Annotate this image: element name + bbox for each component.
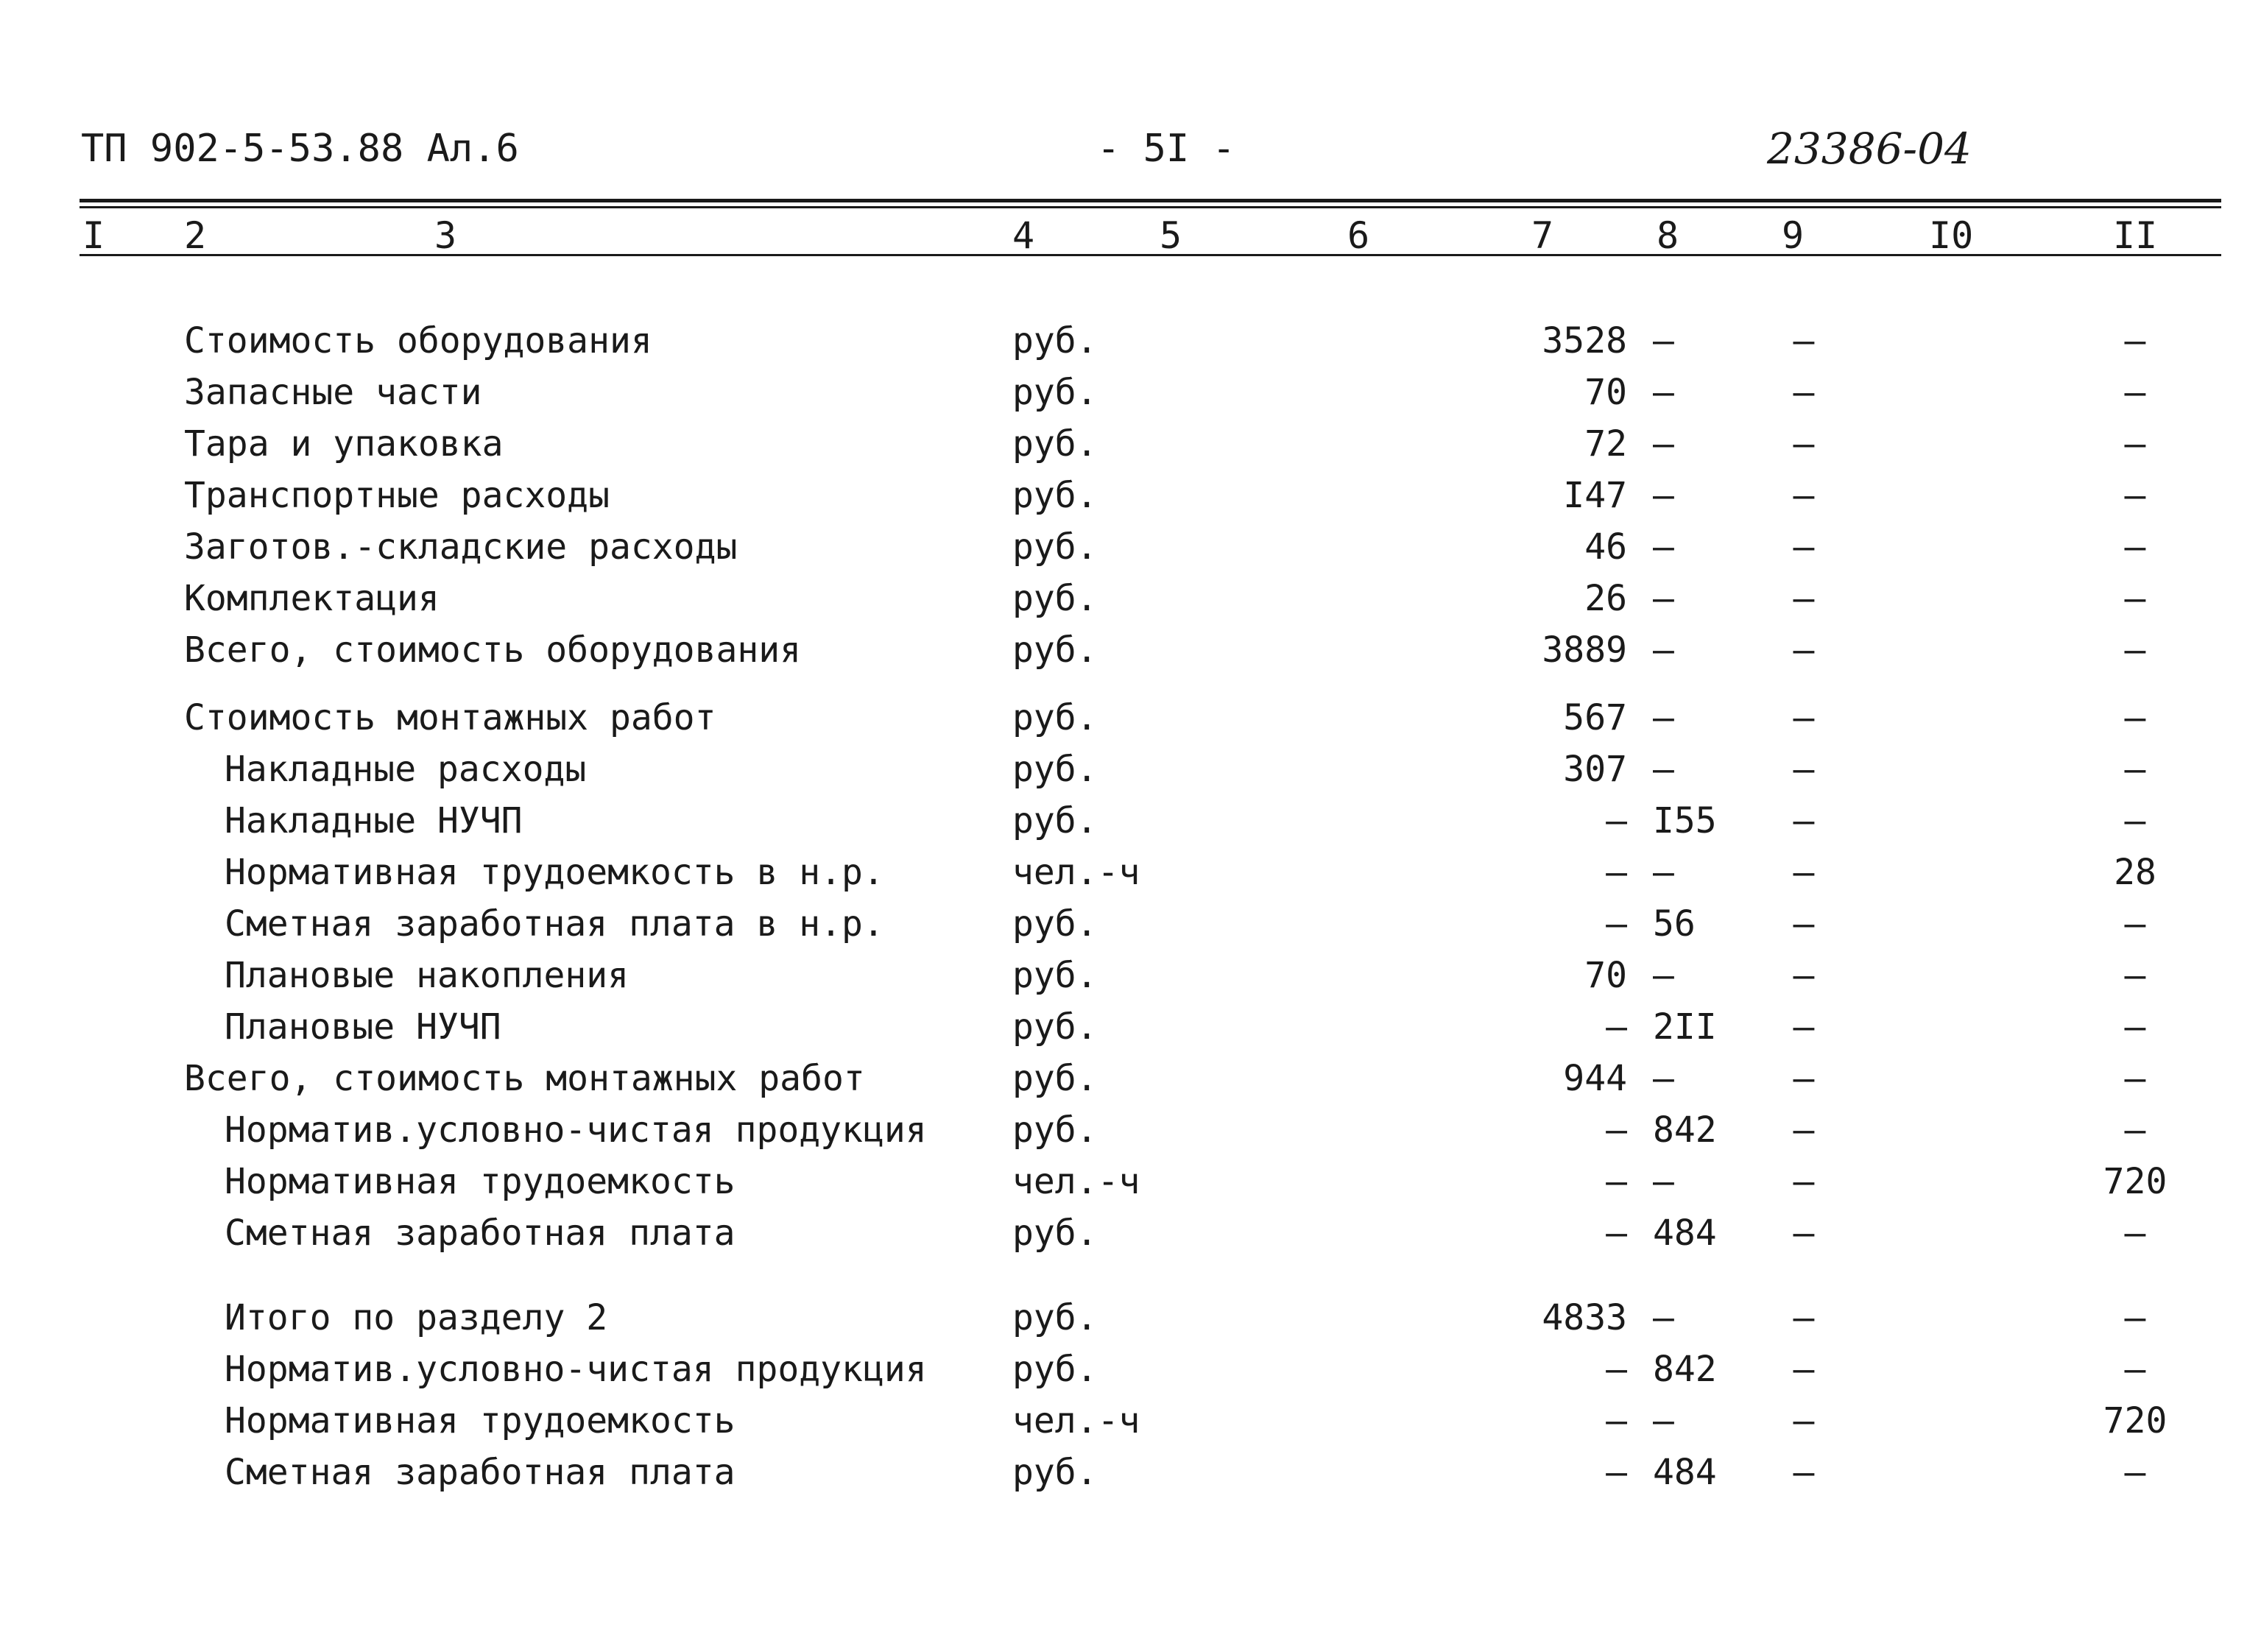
cell-col-8: –	[1653, 1058, 1674, 1099]
table-row	[0, 950, 2261, 1001]
cell-col-9: –	[1793, 578, 1815, 619]
cell-col-8: 2II	[1653, 1006, 1717, 1048]
column-number-5: 5	[1160, 214, 1182, 257]
row-unit: руб.	[1012, 1109, 1098, 1151]
cell-col-7: –	[1606, 852, 1627, 893]
cell-col-9: –	[1793, 1452, 1815, 1493]
row-unit: руб.	[1012, 320, 1098, 361]
cell-col-11: –	[2124, 697, 2146, 738]
table-row	[0, 692, 2261, 744]
cell-col-11: –	[2124, 372, 2146, 413]
cell-col-11: –	[2124, 475, 2146, 516]
cell-col-9: –	[1793, 1109, 1815, 1151]
table-row	[0, 1344, 2261, 1395]
cell-col-11: –	[2124, 629, 2146, 671]
cell-col-11: –	[2124, 578, 2146, 619]
cell-col-11: 720	[2103, 1400, 2167, 1441]
cell-col-8: 56	[1653, 903, 1696, 945]
row-unit: чел.-ч	[1012, 852, 1140, 893]
cell-col-7: 46	[1584, 526, 1627, 568]
cell-col-11: –	[2124, 1058, 2146, 1099]
table-row	[0, 744, 2261, 795]
cell-col-11: –	[2124, 955, 2146, 996]
cell-col-8: –	[1653, 852, 1674, 893]
cell-col-11: –	[2124, 800, 2146, 841]
table-row	[0, 470, 2261, 521]
row-unit: руб.	[1012, 1006, 1098, 1048]
row-name: Стоимость монтажных работ	[184, 697, 716, 738]
cell-col-7: 72	[1584, 423, 1627, 465]
row-name: Норматив.условно-чистая продукция	[225, 1349, 927, 1390]
cell-col-7: –	[1606, 1006, 1627, 1048]
cell-col-7: –	[1606, 800, 1627, 841]
table-row	[0, 1395, 2261, 1447]
cell-col-7: 3889	[1542, 629, 1627, 671]
cell-col-11: –	[2124, 1006, 2146, 1048]
table-row	[0, 1156, 2261, 1207]
cell-col-8: –	[1653, 749, 1674, 790]
cell-col-9: –	[1793, 372, 1815, 413]
table-row	[0, 847, 2261, 898]
column-number-6: 6	[1347, 214, 1370, 257]
table-row	[0, 1292, 2261, 1344]
row-unit: руб.	[1012, 1058, 1098, 1099]
row-unit: руб.	[1012, 578, 1098, 619]
cell-col-8: –	[1653, 578, 1674, 619]
cell-col-9: –	[1793, 903, 1815, 945]
cell-col-7: I47	[1563, 475, 1627, 516]
cell-col-11: –	[2124, 749, 2146, 790]
table-row	[0, 1053, 2261, 1104]
cell-col-11: –	[2124, 1109, 2146, 1151]
column-number-10: I0	[1929, 214, 1974, 257]
row-unit: руб.	[1012, 372, 1098, 413]
row-unit: руб.	[1012, 1349, 1098, 1390]
document-code: ТП 902-5-53.88 Ал.6	[81, 127, 519, 171]
cell-col-11: –	[2124, 1297, 2146, 1338]
cell-col-9: –	[1793, 1161, 1815, 1202]
column-number-4: 4	[1012, 214, 1035, 257]
cell-col-9: –	[1793, 1349, 1815, 1390]
column-number-1: I	[82, 214, 105, 257]
row-name: Норматив.условно-чистая продукция	[225, 1109, 927, 1151]
column-number-9: 9	[1782, 214, 1805, 257]
cell-col-8: 484	[1653, 1212, 1717, 1254]
cell-col-9: –	[1793, 1297, 1815, 1338]
cell-col-7: 944	[1563, 1058, 1627, 1099]
cell-col-9: –	[1793, 800, 1815, 841]
column-number-11: II	[2113, 214, 2158, 257]
row-name: Запасные части	[184, 372, 482, 413]
cell-col-8: –	[1653, 1161, 1674, 1202]
table-row	[0, 573, 2261, 624]
cell-col-7: –	[1606, 1109, 1627, 1151]
cell-col-8: –	[1653, 320, 1674, 361]
cell-col-11: –	[2124, 903, 2146, 945]
table-row	[0, 367, 2261, 418]
cell-col-8: –	[1653, 526, 1674, 568]
cell-col-7: –	[1606, 1349, 1627, 1390]
row-name: Заготов.-складские расходы	[184, 526, 738, 568]
cell-col-11: –	[2124, 320, 2146, 361]
column-number-2: 2	[184, 214, 207, 257]
table-row	[0, 624, 2261, 676]
table-row	[0, 418, 2261, 470]
cell-col-7: –	[1606, 1212, 1627, 1254]
row-unit: руб.	[1012, 629, 1098, 671]
row-name: Сметная заработная плата в н.р.	[225, 903, 884, 945]
cell-col-8: 842	[1653, 1109, 1717, 1151]
cell-col-8: –	[1653, 697, 1674, 738]
row-unit: руб.	[1012, 423, 1098, 465]
cell-col-7: 70	[1584, 955, 1627, 996]
row-unit: чел.-ч	[1012, 1400, 1140, 1441]
table-row	[0, 521, 2261, 573]
row-unit: руб.	[1012, 955, 1098, 996]
row-name: Накладные расходы	[225, 749, 587, 790]
cell-col-9: –	[1793, 1006, 1815, 1048]
cell-col-7: 3528	[1542, 320, 1627, 361]
row-unit: руб.	[1012, 1212, 1098, 1254]
row-unit: чел.-ч	[1012, 1161, 1140, 1202]
cell-col-11: 28	[2114, 852, 2156, 893]
row-unit: руб.	[1012, 475, 1098, 516]
cell-col-8: –	[1653, 629, 1674, 671]
cell-col-9: –	[1793, 852, 1815, 893]
cell-col-11: –	[2124, 1452, 2146, 1493]
row-name: Сметная заработная плата	[225, 1212, 736, 1254]
row-unit: руб.	[1012, 1297, 1098, 1338]
column-number-7: 7	[1531, 214, 1554, 257]
cell-col-8: –	[1653, 1297, 1674, 1338]
page-number: - 5I -	[1097, 127, 1235, 171]
row-unit: руб.	[1012, 697, 1098, 738]
row-name: Итого по разделу 2	[225, 1297, 608, 1338]
table-row	[0, 1001, 2261, 1053]
cell-col-9: –	[1793, 423, 1815, 465]
row-name: Тара и упаковка	[184, 423, 504, 465]
cell-col-8: 484	[1653, 1452, 1717, 1493]
cell-col-9: –	[1793, 320, 1815, 361]
row-name: Транспортные расходы	[184, 475, 610, 516]
table-row	[0, 1207, 2261, 1259]
table-row	[0, 898, 2261, 950]
row-name: Комплектация	[184, 578, 440, 619]
row-name: Стоимость оборудования	[184, 320, 652, 361]
table-row	[0, 1447, 2261, 1498]
row-unit: руб.	[1012, 749, 1098, 790]
row-name: Плановые НУЧП	[225, 1006, 501, 1048]
cell-col-9: –	[1793, 749, 1815, 790]
row-name: Плановые накопления	[225, 955, 629, 996]
cell-col-7: 4833	[1542, 1297, 1627, 1338]
column-number-8: 8	[1657, 214, 1679, 257]
row-name: Сметная заработная плата	[225, 1452, 736, 1493]
cell-col-7: –	[1606, 1452, 1627, 1493]
cell-col-9: –	[1793, 1400, 1815, 1441]
cell-col-7: 70	[1584, 372, 1627, 413]
cell-col-9: –	[1793, 697, 1815, 738]
cell-col-7: –	[1606, 903, 1627, 945]
row-unit: руб.	[1012, 1452, 1098, 1493]
cell-col-9: –	[1793, 1058, 1815, 1099]
cell-col-8: 842	[1653, 1349, 1717, 1390]
row-name: Накладные НУЧП	[225, 800, 523, 841]
table-row	[0, 795, 2261, 847]
cell-col-7: 567	[1563, 697, 1627, 738]
row-name: Нормативная трудоемкость	[225, 1161, 736, 1202]
cell-col-8: –	[1653, 955, 1674, 996]
cell-col-8: –	[1653, 1400, 1674, 1441]
table-row	[0, 315, 2261, 367]
cell-col-11: –	[2124, 1212, 2146, 1254]
table-row	[0, 1104, 2261, 1156]
cell-col-11: –	[2124, 423, 2146, 465]
row-unit: руб.	[1012, 903, 1098, 945]
cell-col-11: 720	[2103, 1161, 2167, 1202]
row-unit: руб.	[1012, 800, 1098, 841]
cell-col-9: –	[1793, 526, 1815, 568]
cell-col-7: –	[1606, 1161, 1627, 1202]
cell-col-8: I55	[1653, 800, 1717, 841]
cell-col-7: 307	[1563, 749, 1627, 790]
row-name: Нормативная трудоемкость	[225, 1400, 736, 1441]
cell-col-8: –	[1653, 475, 1674, 516]
row-name: Всего, стоимость оборудования	[184, 629, 802, 671]
cell-col-9: –	[1793, 475, 1815, 516]
cell-col-9: –	[1793, 955, 1815, 996]
cell-col-11: –	[2124, 1349, 2146, 1390]
handwritten-inventory-number: 23386-04	[1767, 124, 1972, 174]
column-number-3: 3	[434, 214, 457, 257]
cell-col-7: –	[1606, 1400, 1627, 1441]
cell-col-9: –	[1793, 629, 1815, 671]
row-name: Нормативная трудоемкость в н.р.	[225, 852, 884, 893]
row-name: Всего, стоимость монтажных работ	[184, 1058, 865, 1099]
row-unit: руб.	[1012, 526, 1098, 568]
cell-col-9: –	[1793, 1212, 1815, 1254]
cell-col-8: –	[1653, 423, 1674, 465]
cell-col-11: –	[2124, 526, 2146, 568]
cell-col-8: –	[1653, 372, 1674, 413]
cell-col-7: 26	[1584, 578, 1627, 619]
